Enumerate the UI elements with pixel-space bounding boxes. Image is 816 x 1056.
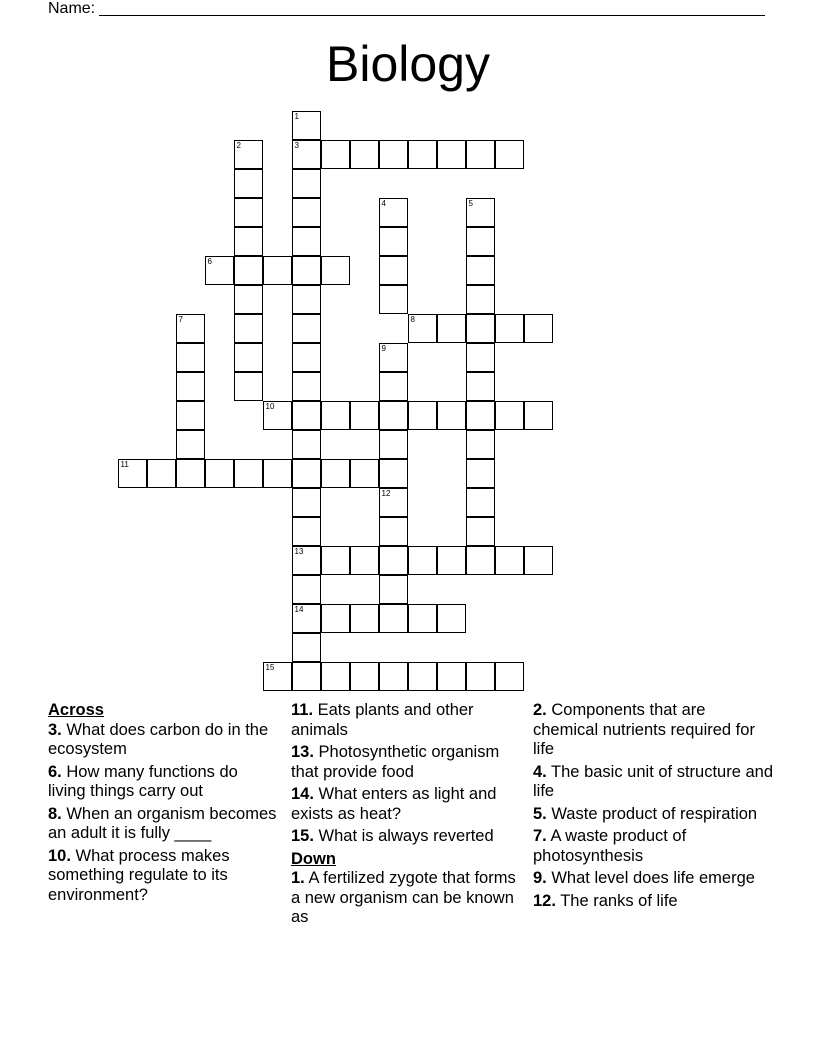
crossword-cell[interactable] (292, 169, 321, 198)
crossword-cell[interactable] (292, 459, 321, 488)
clue-text: The ranks of life (555, 891, 678, 910)
crossword-cell[interactable] (292, 111, 321, 140)
clue-text: A fertilized zygote that forms a new organism can be known as (291, 869, 516, 926)
clue-number: 2. (533, 701, 547, 719)
crossword-cell[interactable] (466, 401, 495, 430)
cell-number: 4 (381, 198, 386, 208)
clue-text: The basic unit of structure and life (533, 762, 774, 800)
clue-text: What enters as light and exists as heat? (291, 785, 497, 823)
clue-12 (533, 892, 773, 912)
clue-number: 3. (48, 720, 62, 739)
cell-number: 5 (468, 198, 473, 208)
cell-number: 14 (294, 604, 304, 614)
crossword-cell[interactable] (292, 227, 321, 256)
crossword-cell[interactable] (176, 314, 205, 343)
crossword-cell[interactable] (176, 372, 205, 401)
crossword-cell[interactable] (408, 140, 437, 169)
crossword-cell[interactable] (408, 314, 437, 343)
name-field (48, 0, 765, 18)
crossword-cell[interactable] (437, 314, 466, 343)
crossword-cell[interactable] (466, 285, 495, 314)
crossword-cell[interactable] (292, 314, 321, 343)
crossword-cell[interactable] (379, 517, 408, 546)
crossword-cell[interactable] (292, 198, 321, 227)
crossword-cell[interactable] (495, 662, 524, 691)
crossword-cell[interactable] (350, 546, 379, 575)
crossword-cell[interactable] (437, 401, 466, 430)
crossword-cell[interactable] (379, 343, 408, 372)
crossword-cell[interactable] (350, 140, 379, 169)
crossword-cell[interactable] (437, 662, 466, 691)
crossword-cell[interactable] (379, 546, 408, 575)
clue-number: 4. (533, 762, 547, 781)
crossword-cell[interactable] (379, 140, 408, 169)
crossword-cell[interactable] (495, 401, 524, 430)
down-heading: Down (291, 849, 336, 868)
crossword-cell[interactable] (292, 343, 321, 372)
crossword-cell[interactable] (350, 604, 379, 633)
across-heading: Across (48, 701, 104, 719)
clues-column-1 (48, 701, 280, 908)
crossword-cell[interactable] (292, 517, 321, 546)
crossword-cell[interactable] (234, 256, 263, 285)
clue-number: 12. (533, 891, 556, 910)
clue-3 (48, 721, 280, 760)
crossword-cell[interactable] (466, 314, 495, 343)
clue-text: Photosynthetic organism that provide food (291, 743, 500, 781)
crossword-cell[interactable] (321, 604, 350, 633)
cell-number: 3 (294, 140, 299, 150)
clue-number: 6. (48, 762, 62, 781)
crossword-cell[interactable] (176, 343, 205, 372)
clue-text: What does carbon do in the ecosystem (48, 720, 269, 758)
clue-11 (291, 701, 527, 740)
cell-number: 9 (381, 343, 386, 353)
crossword-cell[interactable] (234, 140, 263, 169)
clue-list-col2-down (291, 869, 527, 928)
crossword-cell[interactable] (350, 401, 379, 430)
crossword-cell[interactable] (234, 343, 263, 372)
crossword-cell[interactable] (408, 546, 437, 575)
cell-number: 7 (178, 314, 183, 324)
crossword-cell[interactable] (408, 604, 437, 633)
crossword-cell[interactable] (292, 401, 321, 430)
crossword-cell[interactable] (379, 662, 408, 691)
crossword-cell[interactable] (350, 662, 379, 691)
crossword-cell[interactable] (292, 140, 321, 169)
clue-7 (533, 827, 773, 866)
clue-text: Waste product of respiration (546, 804, 758, 823)
crossword-cell[interactable] (466, 227, 495, 256)
crossword-cell[interactable] (379, 459, 408, 488)
clue-list-col3 (533, 701, 773, 911)
clue-5 (533, 805, 773, 825)
crossword-cell[interactable] (263, 256, 292, 285)
crossword-cell[interactable] (292, 604, 321, 633)
crossword-cell[interactable] (379, 198, 408, 227)
crossword-cell[interactable] (321, 662, 350, 691)
clue-text: What level does life emerge (546, 869, 755, 887)
crossword-cell[interactable] (495, 546, 524, 575)
clue-8 (48, 805, 280, 844)
cell-number: 8 (410, 314, 415, 324)
crossword-cell[interactable] (176, 459, 205, 488)
clue-list-col2-across (291, 701, 527, 847)
clue-number: 5. (533, 804, 547, 823)
crossword-cell[interactable] (379, 285, 408, 314)
clue-14 (291, 785, 527, 824)
crossword-cell[interactable] (379, 372, 408, 401)
crossword-cell[interactable] (437, 546, 466, 575)
crossword-cell[interactable] (147, 459, 176, 488)
cell-number: 2 (236, 140, 241, 150)
crossword-cell[interactable] (234, 459, 263, 488)
crossword-cell[interactable] (263, 662, 292, 691)
clue-9 (533, 869, 773, 889)
cell-number: 12 (381, 488, 391, 498)
crossword-cell[interactable] (350, 459, 379, 488)
clues-column-2 (291, 701, 527, 931)
crossword-cell[interactable] (176, 430, 205, 459)
crossword-cell[interactable] (321, 401, 350, 430)
crossword-grid (118, 111, 558, 695)
cell-number: 13 (294, 546, 304, 556)
crossword-cell[interactable] (466, 459, 495, 488)
crossword-cell[interactable] (495, 140, 524, 169)
crossword-cell[interactable] (176, 401, 205, 430)
crossword-cell[interactable] (234, 285, 263, 314)
clue-number: 15. (291, 827, 314, 845)
crossword-cell[interactable] (292, 575, 321, 604)
crossword-cell[interactable] (234, 372, 263, 401)
clue-2 (533, 701, 773, 760)
crossword-cell[interactable] (292, 488, 321, 517)
clue-number: 14. (291, 785, 314, 803)
clue-text: A waste product of photosynthesis (533, 827, 687, 865)
clue-text: What is always reverted (313, 827, 494, 845)
clue-13 (291, 743, 527, 782)
crossword-cell[interactable] (466, 546, 495, 575)
cell-number: 1 (294, 111, 299, 121)
crossword-cell[interactable] (466, 140, 495, 169)
crossword-cell[interactable] (379, 604, 408, 633)
clue-1 (291, 869, 527, 928)
crossword-cell[interactable] (379, 227, 408, 256)
crossword-cell[interactable] (292, 256, 321, 285)
crossword-cell[interactable] (234, 314, 263, 343)
crossword-cell[interactable] (292, 372, 321, 401)
crossword-cell[interactable] (205, 256, 234, 285)
crossword-cell[interactable] (379, 430, 408, 459)
crossword-cell[interactable] (466, 430, 495, 459)
cell-number: 11 (120, 459, 129, 469)
crossword-cell[interactable] (466, 488, 495, 517)
crossword-cell[interactable] (379, 488, 408, 517)
clue-text: Eats plants and other animals (291, 701, 474, 739)
clue-text: When an organism becomes an adult it is fully ____ (48, 804, 277, 842)
crossword-cell[interactable] (466, 343, 495, 372)
crossword-cell[interactable] (321, 546, 350, 575)
clue-text: What process makes something regulate to its environment? (48, 846, 230, 904)
crossword-cell[interactable] (321, 256, 350, 285)
crossword-cell[interactable] (292, 546, 321, 575)
name-line (99, 0, 765, 16)
page-title: Biology (326, 36, 490, 92)
crossword-cell[interactable] (234, 227, 263, 256)
crossword-cell[interactable] (292, 633, 321, 662)
clue-list-col1 (48, 721, 280, 906)
crossword-cell[interactable] (524, 546, 553, 575)
clue-text: Components that are chemical nutrients required for life (533, 701, 755, 758)
crossword-cell[interactable] (437, 604, 466, 633)
cell-number: 15 (265, 662, 275, 672)
crossword-cell[interactable] (321, 459, 350, 488)
clues-column-3 (533, 701, 773, 914)
clue-number: 10. (48, 846, 71, 865)
crossword-cell[interactable] (292, 285, 321, 314)
crossword-cell[interactable] (263, 401, 292, 430)
crossword-cell[interactable] (118, 459, 147, 488)
crossword-cell[interactable] (263, 459, 292, 488)
clue-text: How many functions do living things carry out (48, 762, 238, 800)
clue-6 (48, 763, 280, 802)
crossword-cell[interactable] (292, 662, 321, 691)
crossword-cell[interactable] (466, 517, 495, 546)
crossword-cell[interactable] (495, 314, 524, 343)
clue-number: 11. (291, 701, 314, 719)
clue-number: 13. (291, 743, 314, 761)
name-label: Name: (48, 0, 96, 17)
crossword-cell[interactable] (466, 662, 495, 691)
crossword-cell[interactable] (205, 459, 234, 488)
crossword-cell[interactable] (321, 140, 350, 169)
crossword-cell[interactable] (466, 256, 495, 285)
clue-15 (291, 827, 527, 847)
crossword-cell[interactable] (379, 401, 408, 430)
clue-number: 8. (48, 804, 62, 823)
crossword-cell[interactable] (408, 662, 437, 691)
crossword-cell[interactable] (234, 169, 263, 198)
crossword-cell[interactable] (292, 430, 321, 459)
clue-4 (533, 763, 773, 802)
crossword-cell[interactable] (408, 401, 437, 430)
crossword-cell[interactable] (437, 140, 466, 169)
crossword-cell[interactable] (524, 401, 553, 430)
crossword-cell[interactable] (234, 198, 263, 227)
clue-number: 9. (533, 869, 547, 887)
crossword-cell[interactable] (466, 198, 495, 227)
clue-number: 7. (533, 827, 547, 845)
clue-number: 1. (291, 869, 305, 887)
crossword-cell[interactable] (466, 372, 495, 401)
crossword-cell[interactable] (524, 314, 553, 343)
crossword-cell[interactable] (379, 575, 408, 604)
cell-number: 10 (265, 401, 275, 411)
clue-10 (48, 847, 280, 906)
cell-number: 6 (207, 256, 212, 266)
crossword-cell[interactable] (379, 256, 408, 285)
